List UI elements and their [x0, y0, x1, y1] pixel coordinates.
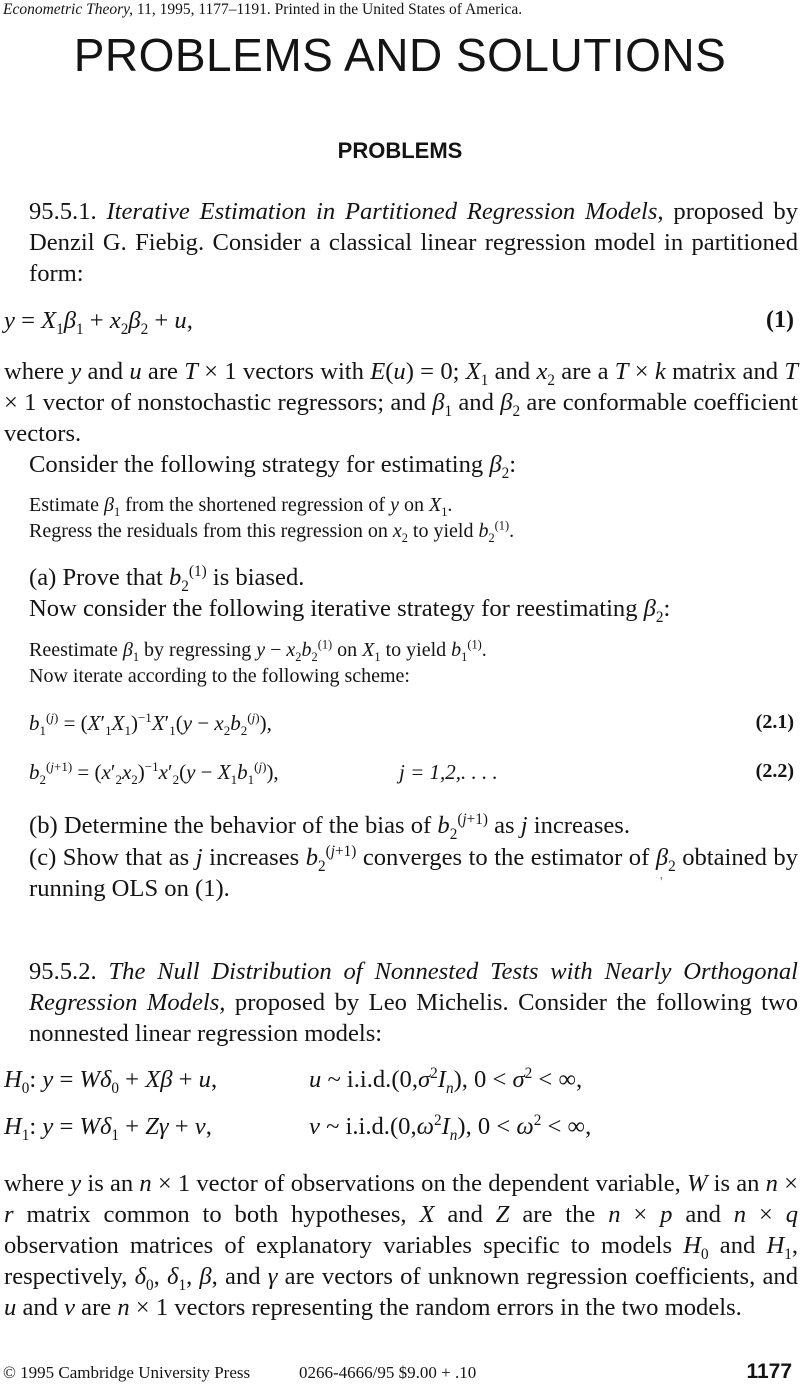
problem-1-strategy: Consider the following strategy for estimating $\beta_2$: — [29, 451, 517, 482]
problem-2-title: The Null Distribution of Nonnested Tests with Nearly Orthogonal Regression Models, — [29, 958, 798, 1016]
problem-1-part-a: (a) Prove that $b_2^{(1)}$ is biased. — [29, 562, 305, 595]
running-header — [3, 1, 522, 19]
problem-1-where: where y and u are T × 1 vectors with E(u) = 0; $X_1$ and $x_2$ are a T × k matrix and T × 1 vector of nonstochastic regressors; and $\beta_1$ and $\beta_2$ are conformable coefficient vectors. — [4, 358, 799, 447]
problem-1-reestimate: Reestimate $\beta_1$ by regressing $y - x_2b_2^{(1)}$ on $X_1$ to yield $b_1^{(1)}$. — [29, 637, 487, 664]
problem-1-iterative: Now consider the following iterative strategy for reestimating $\beta_2$: — [29, 595, 671, 626]
section-title: PROBLEMS AND SOLUTIONS — [73, 29, 727, 81]
problem-2-intro-text: proposed by Leo Michelis. Consider the following two nonnested linear regression models: — [29, 989, 798, 1047]
equation-1-tag: (1) — [766, 307, 794, 333]
equation-2-1: $b_1^{(j)} = (X'_1X_1)^{-1}X'_1(y - x_2b_2^{(j)})$, (2.1) — [29, 710, 794, 739]
problem-2-intro — [4, 956, 798, 1049]
problem-2-number: 95.5.2. — [29, 958, 97, 985]
hypothesis-h1: $H_1$: $y = W\delta_1 + Z\gamma + v$, v ~ $i.i.d.(0,\omega^2I_n)$, $0 < \omega^2$ < ∞, — [4, 1111, 592, 1144]
problem-1-iterate-line: Now iterate according to the following scheme: — [29, 665, 410, 687]
problem-1-part-b: (b) Determine the behavior of the bias of $b_2^{(j+1)}$ as j increases. — [29, 810, 631, 843]
problem-1-step-1: Estimate $\beta_1$ from the shortened regression of y on $X_1$. — [29, 494, 453, 519]
scan-mark: ' — [660, 875, 663, 890]
equation-2-2-index: j = 1,2,. . . . — [399, 760, 498, 784]
problem-2-where: where y is an n × 1 vector of observations on the dependent variable, W is an n × r matrix common to both hypotheses, X and Z are the n × p and n × q observation matrices of explanatory variables specific to models $H_0$ and $H_1$, respectively, $\delta_0$, $\delta_1$, β, and γ are vectors of unknown regression coefficients, and u and v are n × 1 vectors representing the random errors in the two models. — [4, 1170, 799, 1321]
page-number: 1177 — [746, 1360, 792, 1383]
equation-2-2-tag: (2.2) — [755, 760, 794, 782]
issn-price: 0266-4666/95 $9.00 + .10 — [299, 1363, 477, 1382]
citation: 11, 1995, 1177–1191. Printed in the United States of America. — [133, 1, 523, 18]
equation-2-2: $b_2^{(j+1)} = (x'_2x_2)^{-1}x'_2(y - X_1b_1^{(j)})$, j = 1,2,. . . . (2.2) — [29, 759, 794, 788]
problem-1-part-c: (c) Show that as j increases $b_2^{(j+1)}$ converges to the estimator of $\beta_2$ obtained by running OLS on (1). — [29, 842, 798, 902]
problem-1-title: Iterative Estimation in Partitioned Regression Models, — [106, 198, 664, 225]
section-subtitle: PROBLEMS — [337, 138, 463, 163]
copyright: © 1995 Cambridge University Press — [3, 1363, 251, 1382]
problem-1-number: 95.5.1. — [29, 198, 97, 225]
problem-1-step-2: Regress the residuals from this regression on $x_2$ to yield $b_2^{(1)}$. — [29, 518, 515, 545]
equation-2-1-tag: (2.1) — [755, 711, 794, 733]
equation-1: $y = X_1\beta_1 + x_2\beta_2 + u$, (1) — [4, 307, 794, 338]
problem-1-intro-text: proposed by Denzil G. Fiebig. Consider a classical linear regression model in partitioned form: — [29, 198, 798, 287]
page-footer — [3, 1360, 792, 1383]
hypothesis-h0: $H_0$: $y = W\delta_0 + X\beta + u$, u ~ $i.i.d.(0,\sigma^2I_n)$, $0 < \sigma^2$ < ∞, — [4, 1064, 583, 1097]
journal-name: Econometric Theory, — [3, 1, 134, 18]
problem-1-intro — [4, 196, 798, 289]
